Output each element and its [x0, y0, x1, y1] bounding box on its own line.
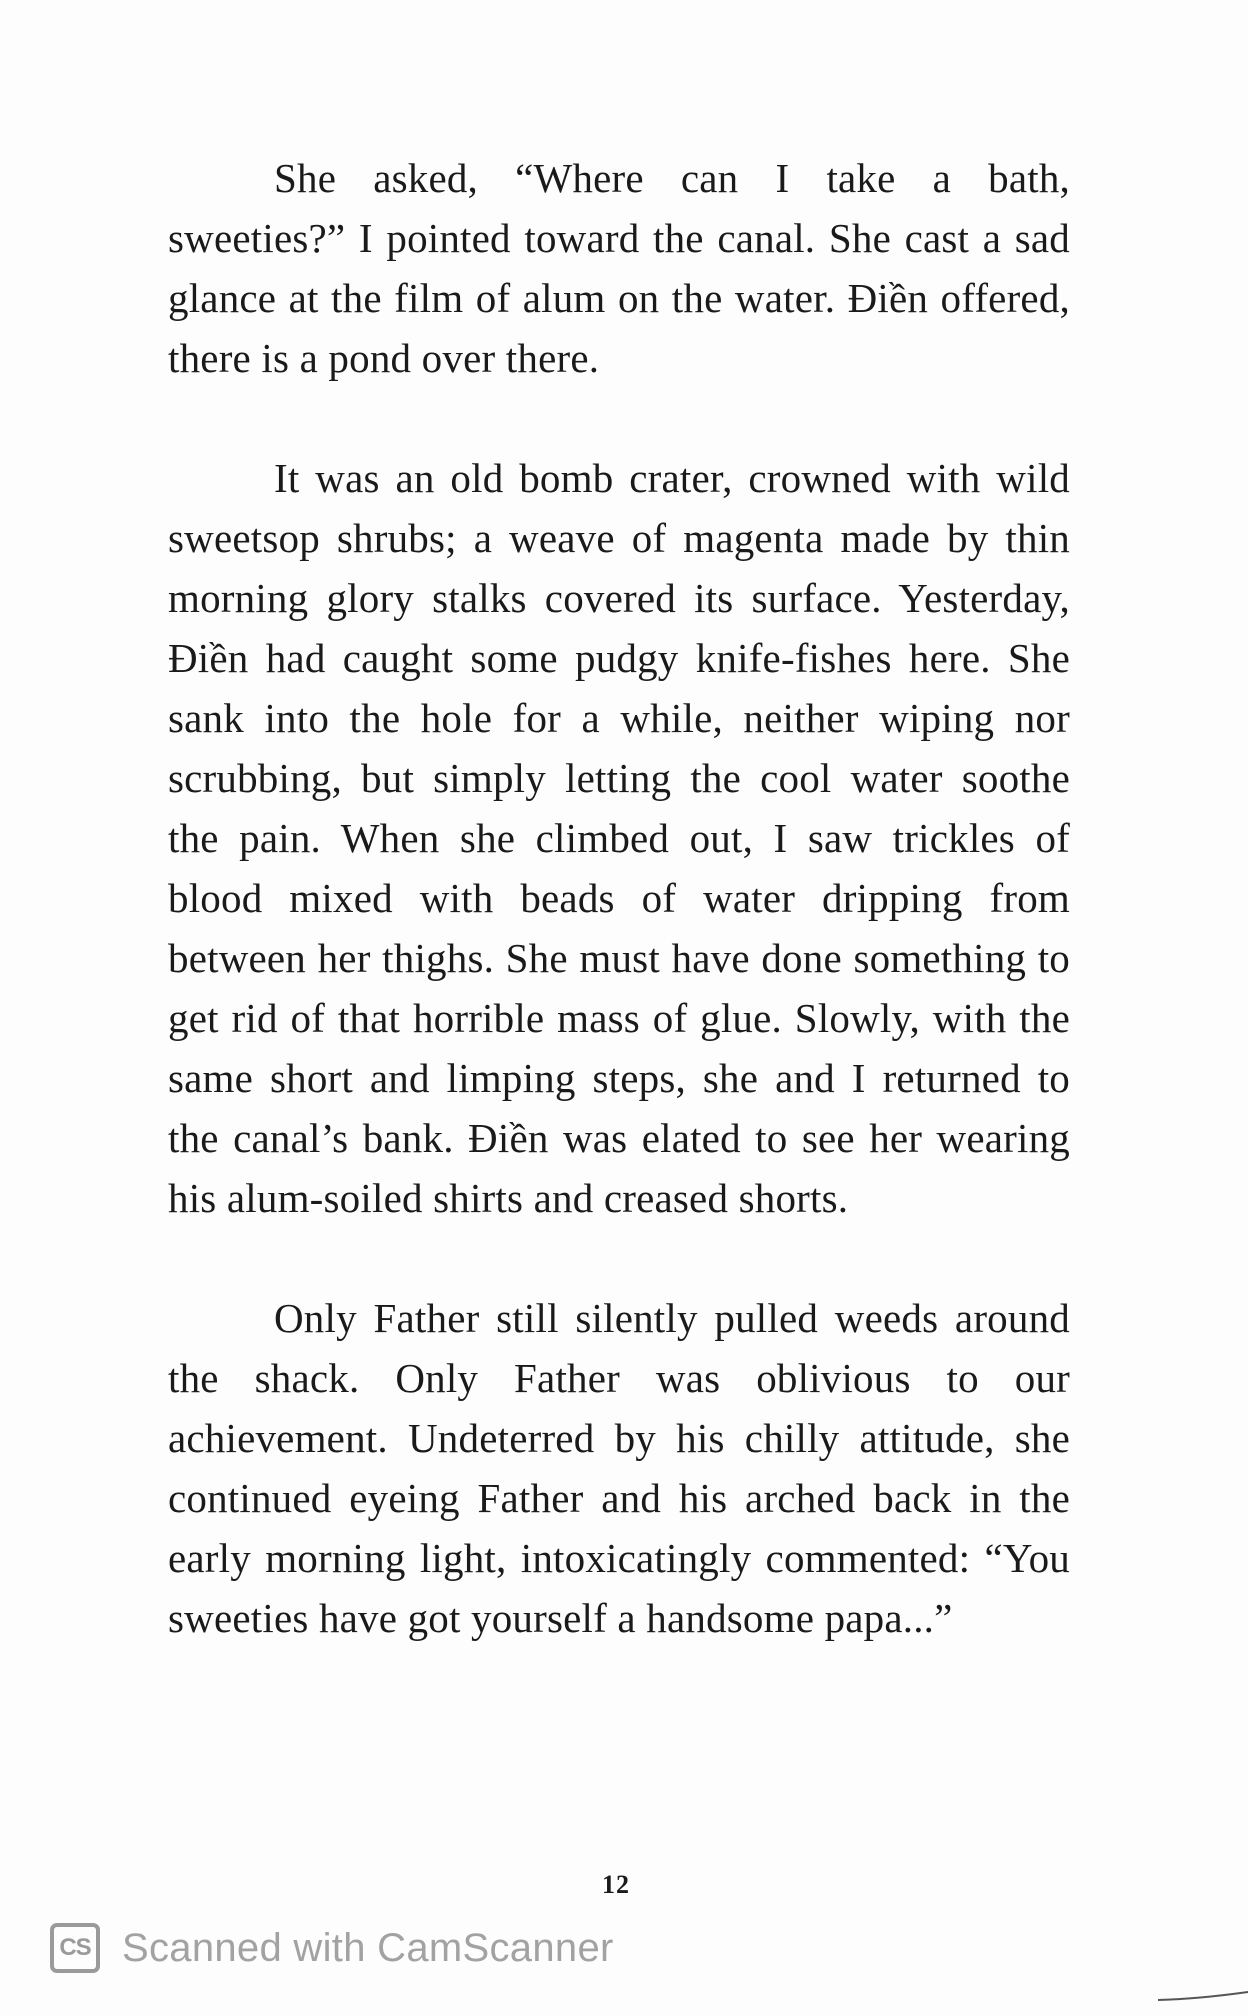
- camscanner-watermark: [50, 1918, 614, 1978]
- page-number: 12: [602, 1870, 630, 1899]
- paragraph-2: It was an old bomb crater, crowned with wild sweetsop shrubs; a weave of magenta made by thin morning glory stalks covered its surface. Yesterday, Điền had caught some pudgy knife-fishes here. She sank into the hole for a while, neither wiping nor scrubbing, but simply letting the cool water soothe the pain. When she climbed out, I saw trickles of blood mixed with beads of water dripping from between her thighs. She must have done something to get rid of that horrible mass of glue. Slowly, with the same short and limping steps, she and I returned to the canal’s bank. Điền was elated to see her wearing his alum-soiled shirts and creased shorts.: [168, 455, 1070, 1221]
- paragraph-3: Only Father still silently pulled weeds around the shack. Only Father was oblivious to our achievement. Undeterred by his chilly attitude, she continued eyeing Father and his arched back in the early morning light, intoxicatingly commented: “You sweeties have got yourself a handsome papa...”: [168, 1295, 1070, 1641]
- watermark-text: Scanned with CamScanner: [122, 1925, 614, 1970]
- scan-edge-mark: [1158, 1990, 1248, 2002]
- camscanner-logo-icon: CS: [50, 1923, 100, 1973]
- page-body: [168, 148, 1070, 1708]
- paragraph-1: She asked, “Where can I take a bath, sweeties?” I pointed toward the canal. She cast a sad glance at the film of alum on the water. Điền offered, there is a pond over there.: [168, 155, 1070, 381]
